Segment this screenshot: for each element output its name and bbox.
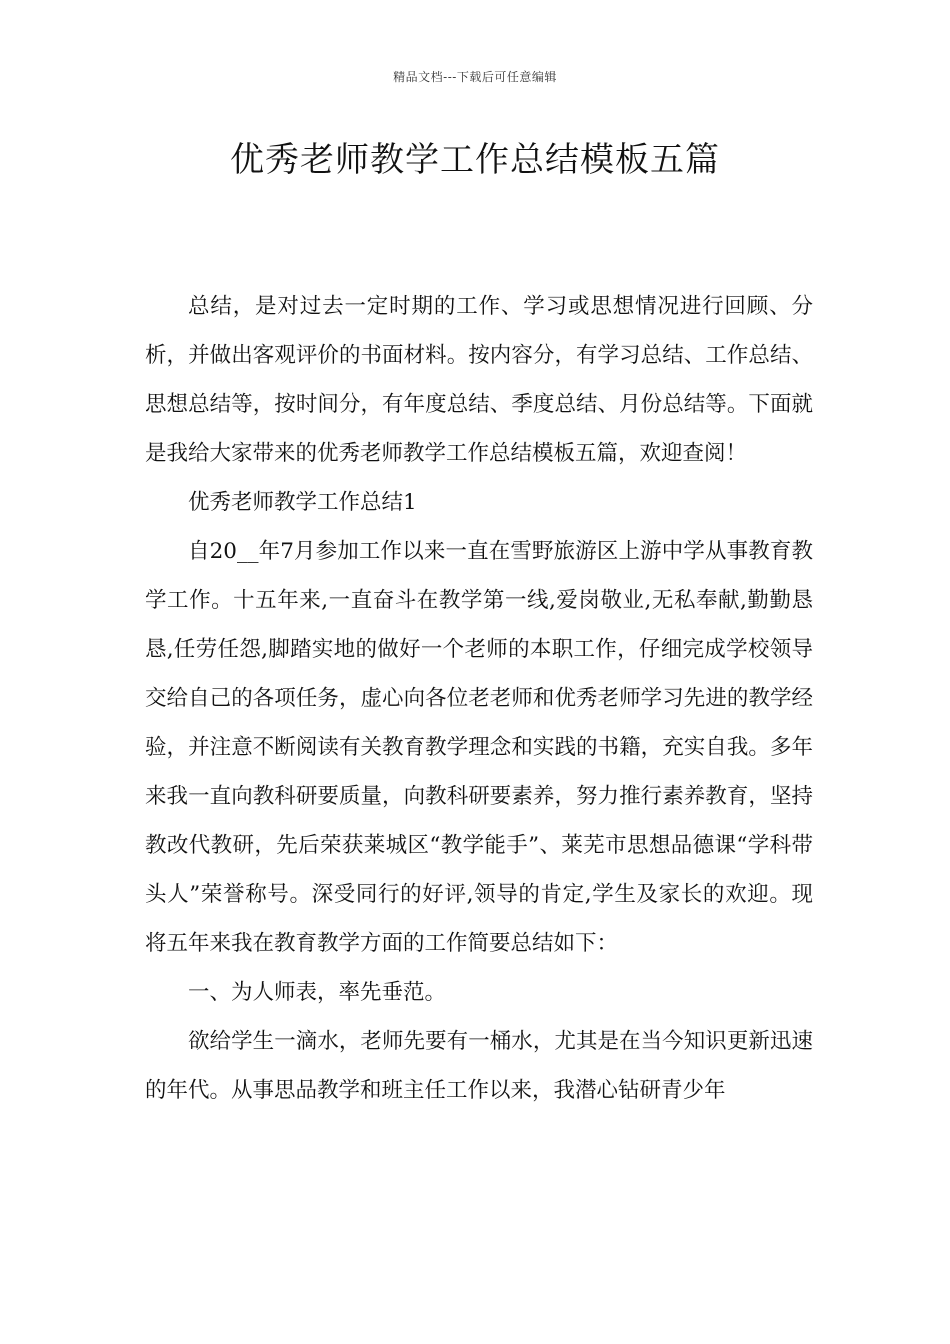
section-heading: 优秀老师教学工作总结1 bbox=[188, 490, 417, 515]
subsection-heading: 一、为人师表，率先垂范。 bbox=[188, 980, 447, 1005]
body-paragraph: 欲给学生一滴水，老师先要有一桶水，尤其是在当今知识更新迅速的年代。从事思品教学和班主任工作以来，我潜心钻研青少年 bbox=[145, 1029, 813, 1103]
header-note: 精品文档---下载后可任意编辑 bbox=[393, 70, 557, 84]
document-body bbox=[145, 282, 813, 1115]
document-title: 优秀老师教学工作总结模板五篇 bbox=[230, 140, 720, 180]
body-paragraph: 自20__年7月参加工作以来一直在雪野旅游区上游中学从事教育教学工作。十五年来,一直奋斗在教学第一线,爱岗敬业,无私奉献,勤勤恳恳,任劳任怨,脚踏实地的做好一个老师的本职工作，仔细完成学校领导交给自己的各项任务，虚心向各位老老师和优秀老师学习先进的教学经验，并注意不断阅读有关教育教学理念和实践的书籍，充实自我。多年来我一直向教科研要质量，向教科研要素养，努力推行素养教育，坚持教改代教研，先后荣获莱城区“教学能手”、莱芜市思想品德课“学科带头人”荣誉称号。深受同行的好评,领导的肯定,学生及家长的欢迎。现将五年来我在教育教学方面的工作简要总结如下： bbox=[145, 539, 813, 956]
intro-paragraph: 总结，是对过去一定时期的工作、学习或思想情况进行回顾、分析，并做出客观评价的书面材料。按内容分，有学习总结、工作总结、思想总结等，按时间分，有年度总结、季度总结、月份总结等。下面就是我给大家带来的优秀老师教学工作总结模板五篇，欢迎查阅！ bbox=[145, 294, 813, 466]
